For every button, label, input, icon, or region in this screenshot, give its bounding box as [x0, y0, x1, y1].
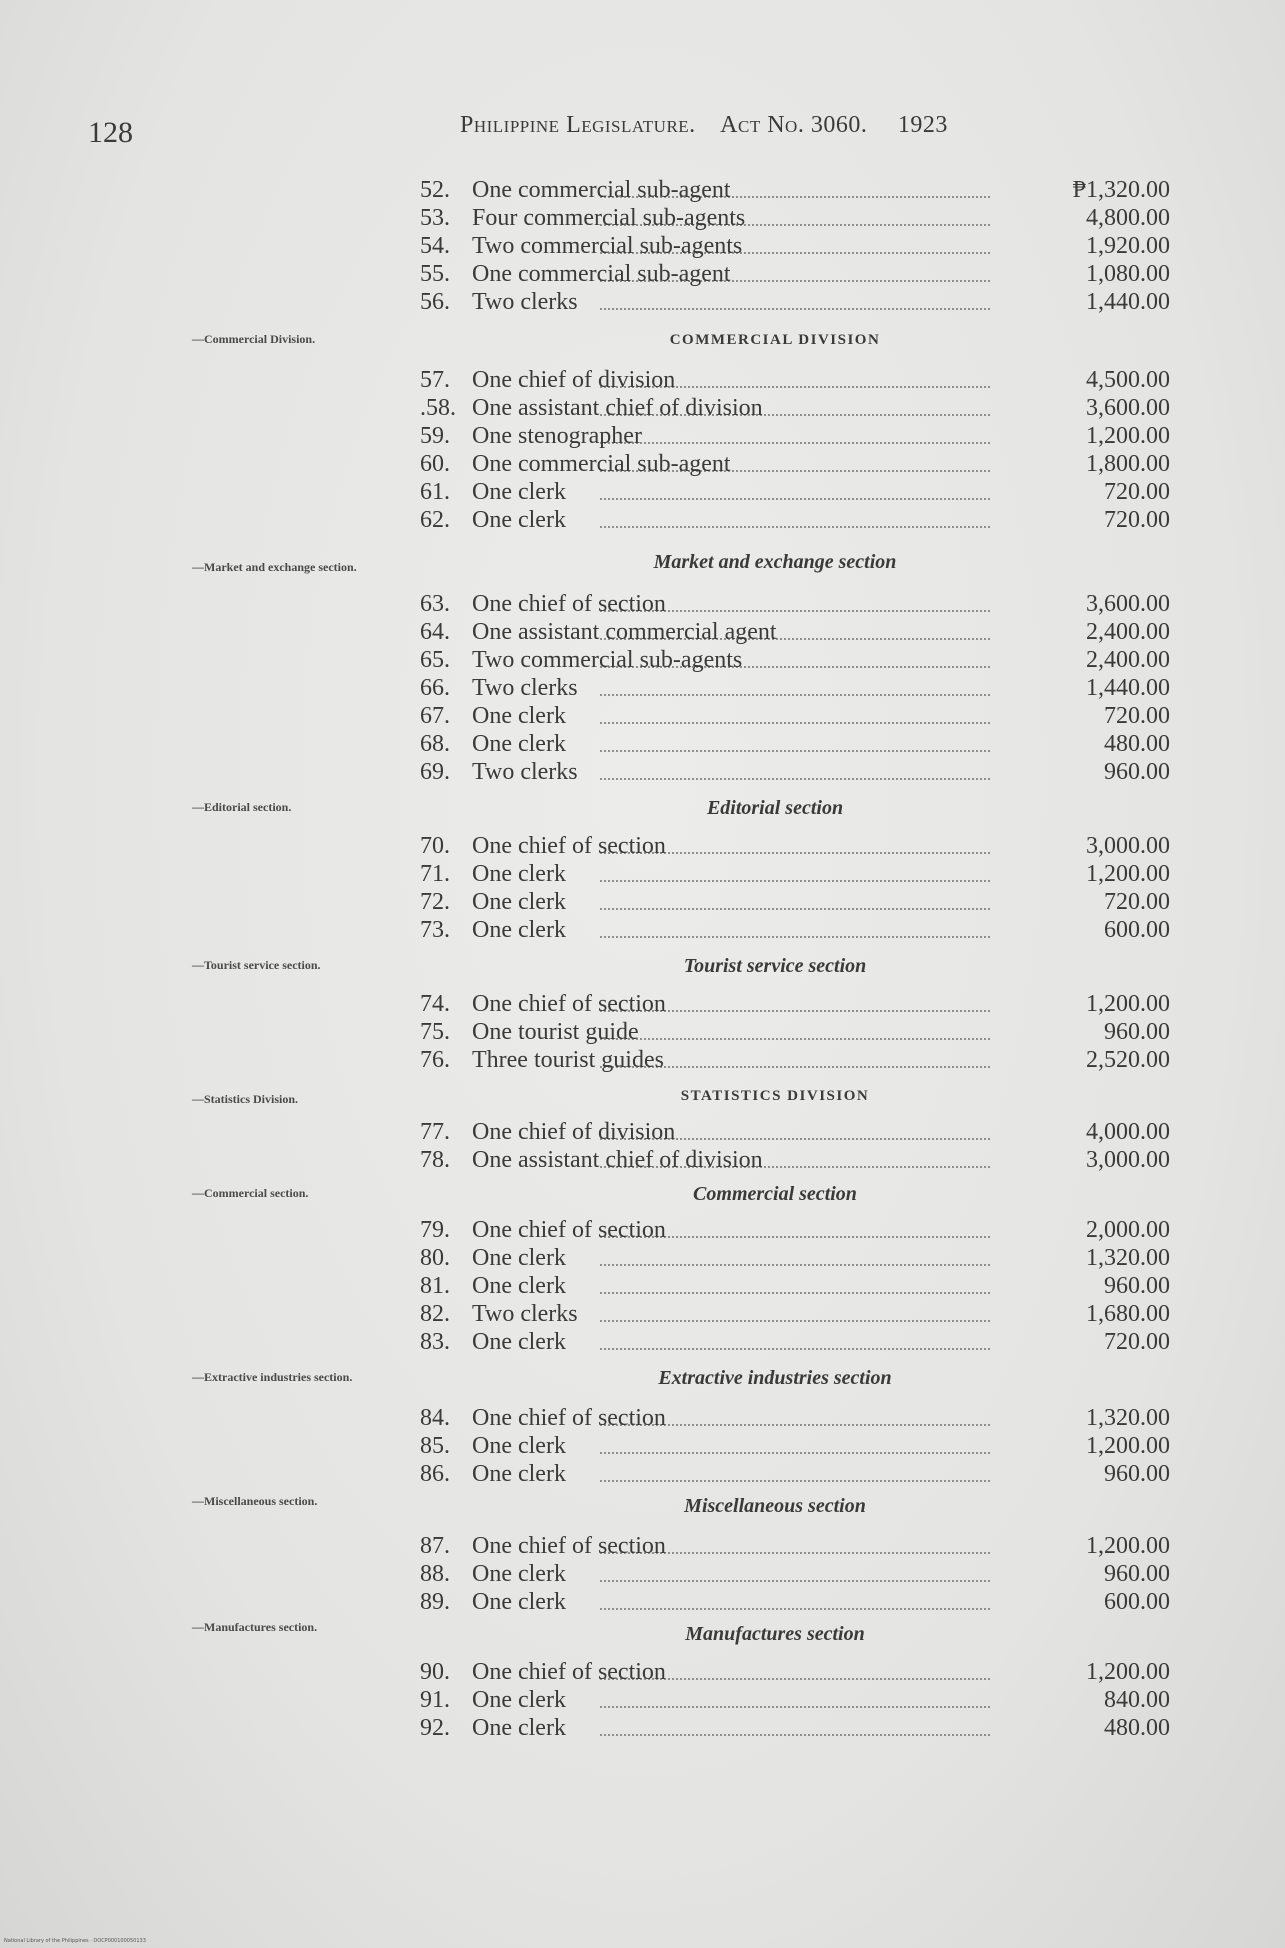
line-item	[420, 1118, 1170, 1146]
item-amount: 1,200.00	[1086, 861, 1170, 887]
line-item	[420, 1658, 1170, 1686]
line-item	[420, 758, 1170, 786]
item-number: 91.	[420, 1687, 450, 1713]
line-item	[420, 288, 1170, 316]
item-number: 56.	[420, 289, 450, 315]
item-label: One clerk	[472, 889, 566, 915]
margin-note: —Market and exchange section.	[192, 560, 357, 574]
item-amount: 4,000.00	[1086, 1119, 1170, 1145]
section-heading: Miscellaneous section	[684, 1495, 866, 1517]
line-item	[420, 888, 1170, 916]
item-number: 54.	[420, 233, 450, 259]
line-item	[420, 1046, 1170, 1074]
line-item	[420, 1532, 1170, 1560]
section-heading: Tourist service section	[683, 955, 867, 977]
dot-leader	[600, 750, 990, 752]
item-label: One clerk	[472, 917, 566, 943]
item-number: 80.	[420, 1245, 450, 1271]
item-amount: 960.00	[1104, 1019, 1170, 1045]
item-amount: 1,320.00	[1086, 1405, 1170, 1431]
line-item	[420, 1714, 1170, 1742]
item-number: 60.	[420, 451, 450, 477]
item-amount: 3,000.00	[1086, 1147, 1170, 1173]
line-item	[420, 990, 1170, 1018]
item-label: One assistant chief of division	[472, 1147, 763, 1173]
item-label: One chief of section	[472, 1659, 666, 1685]
line-item	[420, 674, 1170, 702]
item-amount: 720.00	[1104, 703, 1170, 729]
item-number: 88.	[420, 1561, 450, 1587]
item-number: 57.	[420, 367, 450, 393]
item-label: One chief of division	[472, 1119, 676, 1145]
item-amount: 960.00	[1104, 1273, 1170, 1299]
item-number: 66.	[420, 675, 450, 701]
item-label: Two commercial sub-agents	[472, 233, 743, 259]
item-number: 76.	[420, 1047, 450, 1073]
item-label: One clerk	[472, 1329, 566, 1355]
line-item	[420, 478, 1170, 506]
item-amount: 480.00	[1104, 731, 1170, 757]
item-label: One assistant chief of division	[472, 395, 763, 421]
item-amount: 720.00	[1104, 479, 1170, 505]
line-item	[420, 1146, 1170, 1174]
line-item	[420, 204, 1170, 232]
item-label: One commercial sub-agent	[472, 261, 731, 287]
item-label: Two clerks	[472, 675, 578, 701]
item-amount: 1,440.00	[1086, 675, 1170, 701]
item-label: Two clerks	[472, 1301, 578, 1327]
dot-leader	[600, 1734, 990, 1736]
item-label: One clerk	[472, 731, 566, 757]
dot-leader	[600, 1292, 990, 1294]
margin-note: —Statistics Division.	[192, 1092, 299, 1106]
item-amount: 1,440.00	[1086, 289, 1170, 315]
item-number: 53.	[420, 205, 450, 231]
item-amount: 2,400.00	[1086, 647, 1170, 673]
dot-leader	[600, 778, 990, 780]
item-amount: 1,200.00	[1086, 423, 1170, 449]
item-amount: 1,200.00	[1086, 991, 1170, 1017]
dot-leader	[600, 1348, 990, 1350]
item-label: One clerk	[472, 1461, 566, 1487]
dot-leader	[600, 442, 990, 444]
line-item	[420, 506, 1170, 534]
margin-note: —Manufactures section.	[192, 1620, 318, 1634]
item-amount: 960.00	[1104, 1461, 1170, 1487]
item-number: 78.	[420, 1147, 450, 1173]
dot-leader	[600, 1264, 990, 1266]
line-item	[420, 260, 1170, 288]
item-amount: 1,800.00	[1086, 451, 1170, 477]
margin-note: —Tourist service section.	[192, 958, 321, 972]
item-label: Four commercial sub-agents	[472, 205, 746, 231]
line-item	[420, 176, 1170, 204]
item-label: One chief of section	[472, 591, 666, 617]
item-number: 62.	[420, 507, 450, 533]
dot-leader	[600, 498, 990, 500]
item-label: One chief of division	[472, 367, 676, 393]
item-amount: 3,000.00	[1086, 833, 1170, 859]
section-heading: Editorial section	[706, 797, 844, 819]
line-item	[420, 916, 1170, 944]
item-label: One chief of section	[472, 1217, 666, 1243]
line-item	[420, 1560, 1170, 1588]
item-amount: 4,800.00	[1086, 205, 1170, 231]
item-number: 84.	[420, 1405, 450, 1431]
item-label: Two clerks	[472, 289, 578, 315]
item-amount: 960.00	[1104, 759, 1170, 785]
item-number: .58.	[420, 395, 456, 421]
item-number: 73.	[420, 917, 450, 943]
line-item	[420, 832, 1170, 860]
item-number: 82.	[420, 1301, 450, 1327]
section-heading: Commercial section	[693, 1183, 857, 1205]
item-number: 64.	[420, 619, 450, 645]
running-head-title: Philippine Legislature.	[460, 112, 696, 138]
dot-leader	[600, 1608, 990, 1610]
item-label: One clerk	[472, 1589, 566, 1615]
item-number: 92.	[420, 1715, 450, 1741]
item-number: 72.	[420, 889, 450, 915]
item-label: One clerk	[472, 1245, 566, 1271]
line-item	[420, 702, 1170, 730]
item-label: Two clerks	[472, 759, 578, 785]
running-head-year: 1923	[897, 112, 948, 138]
line-item	[420, 1686, 1170, 1714]
dot-leader	[600, 1580, 990, 1582]
item-label: One clerk	[472, 1273, 566, 1299]
item-amount: 720.00	[1104, 507, 1170, 533]
section-heading: Extractive industries section	[658, 1367, 892, 1389]
item-amount: 2,520.00	[1086, 1047, 1170, 1073]
margin-note: —Extractive industries section.	[192, 1370, 353, 1384]
item-amount: 1,920.00	[1086, 233, 1170, 259]
item-label: Three tourist guides	[472, 1047, 664, 1073]
scan-footer: National Library of the Philippines · DOCP000100050133	[4, 1938, 146, 1944]
item-number: 79.	[420, 1217, 450, 1243]
line-item	[420, 646, 1170, 674]
item-amount: 720.00	[1104, 1329, 1170, 1355]
item-label: One clerk	[472, 1561, 566, 1587]
dot-leader	[600, 936, 990, 938]
item-number: 71.	[420, 861, 450, 887]
item-number: 81.	[420, 1273, 450, 1299]
dot-leader	[600, 308, 990, 310]
item-label: One commercial sub-agent	[472, 451, 731, 477]
margin-note: —Commercial section.	[192, 1186, 309, 1200]
item-amount: 600.00	[1104, 1589, 1170, 1615]
section-heading: STATISTICS DIVISION	[680, 1088, 870, 1104]
line-item	[420, 422, 1170, 450]
dot-leader	[600, 908, 990, 910]
item-label: One chief of section	[472, 991, 666, 1017]
margin-note: —Editorial section.	[192, 800, 292, 814]
line-item	[420, 1328, 1170, 1356]
line-item	[420, 1244, 1170, 1272]
item-label: One clerk	[472, 703, 566, 729]
item-amount: 2,400.00	[1086, 619, 1170, 645]
margin-note: —Commercial Division.	[192, 332, 316, 346]
item-number: 83.	[420, 1329, 450, 1355]
dot-leader	[600, 1320, 990, 1322]
line-item	[420, 450, 1170, 478]
item-number: 86.	[420, 1461, 450, 1487]
item-number: 89.	[420, 1589, 450, 1615]
item-label: One clerk	[472, 479, 566, 505]
item-number: 75.	[420, 1019, 450, 1045]
item-label: One assistant commercial agent	[472, 619, 777, 645]
dot-leader	[600, 1452, 990, 1454]
item-number: 65.	[420, 647, 450, 673]
item-label: Two commercial sub-agents	[472, 647, 743, 673]
item-amount: 480.00	[1104, 1715, 1170, 1741]
line-item	[420, 1216, 1170, 1244]
item-amount: 2,000.00	[1086, 1217, 1170, 1243]
item-label: One stenographer	[472, 423, 642, 449]
item-amount: ₱1,320.00	[1072, 177, 1170, 203]
item-label: One tourist guide	[472, 1019, 639, 1045]
item-amount: 720.00	[1104, 889, 1170, 915]
item-number: 69.	[420, 759, 450, 785]
item-number: 85.	[420, 1433, 450, 1459]
item-amount: 3,600.00	[1086, 395, 1170, 421]
item-number: 55.	[420, 261, 450, 287]
line-item	[420, 1404, 1170, 1432]
line-item	[420, 730, 1170, 758]
item-label: One clerk	[472, 507, 566, 533]
line-item	[420, 1432, 1170, 1460]
item-amount: 1,200.00	[1086, 1659, 1170, 1685]
item-number: 74.	[420, 991, 450, 1017]
dot-leader	[600, 1706, 990, 1708]
item-amount: 3,600.00	[1086, 591, 1170, 617]
line-item	[420, 1588, 1170, 1616]
item-number: 52.	[420, 177, 450, 203]
item-amount: 1,320.00	[1086, 1245, 1170, 1271]
dot-leader	[600, 880, 990, 882]
line-item	[420, 1300, 1170, 1328]
item-number: 90.	[420, 1659, 450, 1685]
item-label: One commercial sub-agent	[472, 177, 731, 203]
line-item	[420, 1018, 1170, 1046]
running-head-act: Act No. 3060.	[720, 112, 868, 138]
line-item	[420, 232, 1170, 260]
item-amount: 600.00	[1104, 917, 1170, 943]
item-amount: 1,080.00	[1086, 261, 1170, 287]
item-number: 68.	[420, 731, 450, 757]
item-amount: 4,500.00	[1086, 367, 1170, 393]
section-heading: Market and exchange section	[653, 551, 897, 573]
item-number: 61.	[420, 479, 450, 505]
item-label: One chief of section	[472, 1533, 666, 1559]
margin-note: —Miscellaneous section.	[192, 1494, 318, 1508]
line-item	[420, 618, 1170, 646]
dot-leader	[600, 1038, 990, 1040]
line-item	[420, 1460, 1170, 1488]
item-number: 59.	[420, 423, 450, 449]
dot-leader	[600, 526, 990, 528]
item-label: One chief of section	[472, 1405, 666, 1431]
item-number: 67.	[420, 703, 450, 729]
item-number: 77.	[420, 1119, 450, 1145]
page-number: 128	[88, 116, 133, 149]
section-heading: Manufactures section	[685, 1623, 865, 1645]
item-label: One clerk	[472, 1715, 566, 1741]
line-item	[420, 590, 1170, 618]
line-item	[420, 394, 1170, 422]
item-number: 70.	[420, 833, 450, 859]
item-number: 87.	[420, 1533, 450, 1559]
dot-leader	[600, 694, 990, 696]
item-amount: 960.00	[1104, 1561, 1170, 1587]
line-item	[420, 366, 1170, 394]
item-label: One chief of section	[472, 833, 666, 859]
item-label: One clerk	[472, 1433, 566, 1459]
line-item	[420, 860, 1170, 888]
item-amount: 1,200.00	[1086, 1433, 1170, 1459]
dot-leader	[600, 1480, 990, 1482]
item-amount: 1,200.00	[1086, 1533, 1170, 1559]
item-number: 63.	[420, 591, 450, 617]
item-amount: 840.00	[1104, 1687, 1170, 1713]
item-label: One clerk	[472, 861, 566, 887]
line-item	[420, 1272, 1170, 1300]
item-amount: 1,680.00	[1086, 1301, 1170, 1327]
dot-leader	[600, 722, 990, 724]
item-label: One clerk	[472, 1687, 566, 1713]
section-heading: COMMERCIAL DIVISION	[669, 332, 881, 348]
